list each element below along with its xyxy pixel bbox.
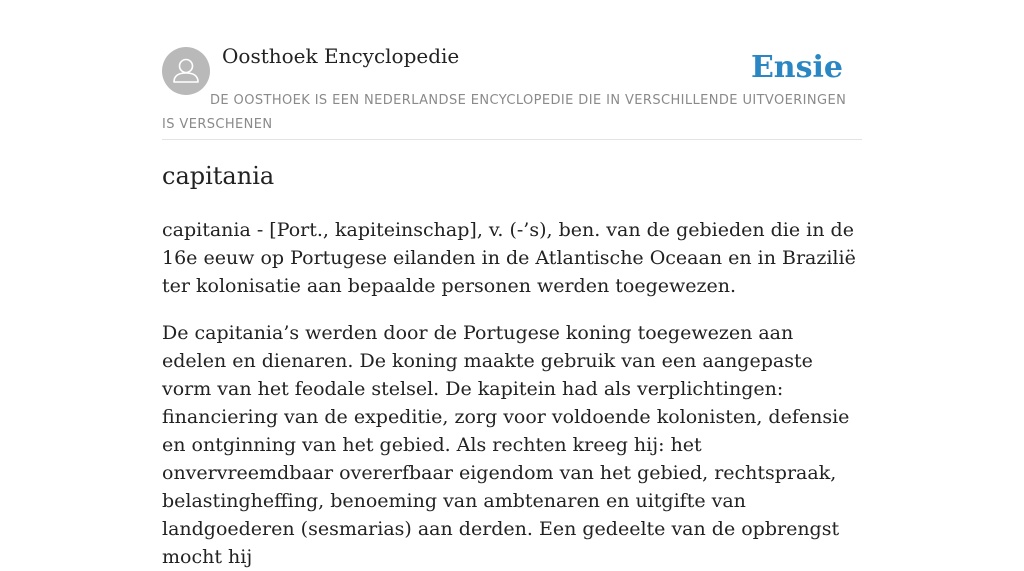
site-tagline: DE OOSTHOEK IS EEN NEDERLANDSE ENCYCLOPEDIE DIE IN VERSCHILLENDE UITVOERINGEN IS VERSCHENEN <box>162 93 847 132</box>
page-title: capitania <box>162 162 275 190</box>
article-paragraph: capitania - [Port., kapiteinschap], v. (-’s), ben. van de gebieden die in de 16e eeuw op Portugese eilanden in de Atlantische Oceaan en in Brazilië ter kolonisatie aan bepaalde personen werden toegewezen. <box>162 219 856 297</box>
content-container <box>162 0 862 568</box>
user-avatar-icon[interactable] <box>162 47 210 95</box>
site-name[interactable]: Oosthoek Encyclopedie <box>222 44 460 68</box>
brand-logo[interactable]: Ensie <box>750 50 843 85</box>
avatar-silhouette-icon <box>162 47 210 95</box>
article-paragraph: De capitania’s werden door de Portugese koning toegewezen aan edelen en dienaren. De koning maakte gebruik van een aangepaste vorm van het feodale stelsel. De kapitein had als verplichtingen: financiering van de expeditie, zorg voor voldoende kolonisten, defensie en ontginning van het gebied. Als rechten kreeg hij: het onvervreemdbaar overerfbaar eigendom van het gebied, rechtspraak, belastingheffing, benoeming van ambtenaren en uitgifte van landgoederen (sesmarias) aan derden. Een gedeelte van de opbrengst mocht hij <box>162 322 850 568</box>
site-header <box>162 0 862 140</box>
